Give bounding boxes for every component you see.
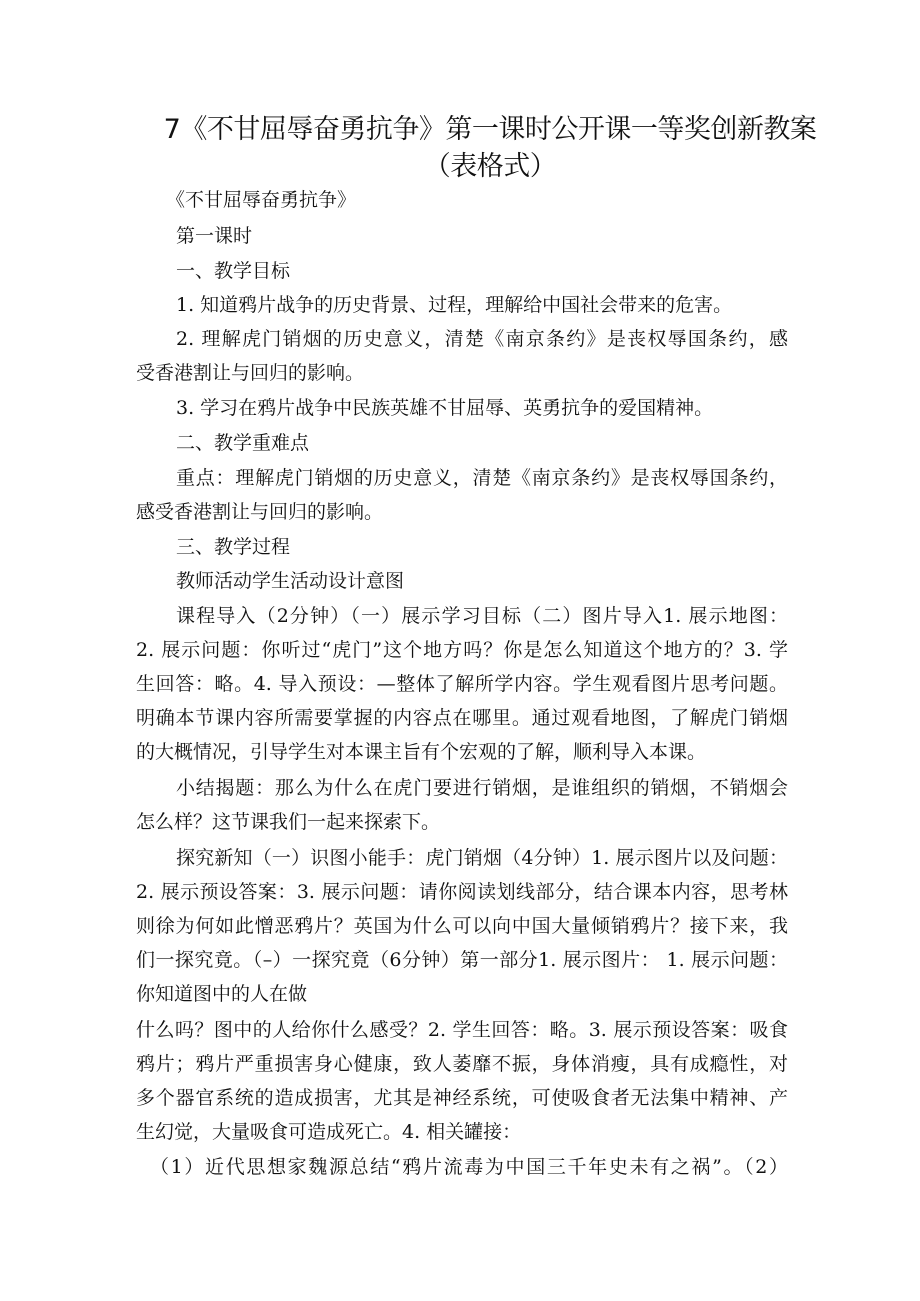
lesson-subtitle: 《不甘屈辱奋勇抗争》 <box>166 189 357 211</box>
summary-paragraph-line-1: 小结揭题：那么为什么在虎门要进行销烟，是谁组织的销烟，不销烟会 <box>176 777 788 799</box>
section-heading-process: 三、教学过程 <box>176 536 291 558</box>
key-point-line-1: 重点：理解虎门销烟的历史意义，清楚《南京条约》是丧权辱国条约， <box>176 467 788 489</box>
opium-paragraph-line-4: 生幻觉，大量吸食可造成死亡。4. 相关罐接： <box>136 1121 522 1143</box>
explore-paragraph-line-2: 2. 展示预设答案：3. 展示问题：请你阅读划线部分，结合课本内容，思考林 <box>136 881 788 903</box>
goal-item-1: 1. 知道鸦片战争的历史背景、过程，理解给中国社会带来的危害。 <box>176 294 733 316</box>
section-heading-goals: 一、教学目标 <box>176 260 291 282</box>
section-heading-key-points: 二、教学重难点 <box>176 432 310 454</box>
explore-paragraph-line-3: 则徐为何如此憎恶鸦片？英国为什么可以向中国大量倾销鸦片？接下来，我 <box>136 915 788 937</box>
quote-line: （1）近代思想家魏源总结“鸦片流毒为中国三千年史未有之祸”。（2） <box>150 1156 788 1178</box>
goal-item-2-line-2: 受香港割让与回归的影响。 <box>136 362 365 384</box>
intro-paragraph-line-5: 的大概情况，引导学生对本课主旨有个宏观的了解，顺利导入本课。 <box>136 741 707 763</box>
lesson-period: 第一课时 <box>176 225 253 247</box>
opium-paragraph-line-2: 鸦片；鸦片严重损害身心健康，致人萎靡不振，身体消瘦，具有成瘾性，对 <box>136 1053 788 1075</box>
opium-paragraph-line-1: 什么吗？图中的人给你什么感受？2. 学生回答：略。3. 展示预设答案：吸食 <box>136 1019 788 1041</box>
summary-paragraph-line-2: 怎么样？这节课我们一起来探索下。 <box>136 811 441 833</box>
opium-paragraph-line-3: 多个器官系统的造成损害，尤其是神经系统，可使吸食者无法集中精神、产 <box>136 1087 788 1109</box>
intro-paragraph-line-3: 生回答：略。4. 导入预设：—整体了解所学内容。学生观看图片思考问题。 <box>136 673 788 695</box>
explore-paragraph-line-5: 你知道图中的人在做 <box>136 983 308 1005</box>
intro-paragraph-line-2: 2. 展示问题：你听过“虎门”这个地方吗？你是怎么知道这个地方的？3. 学 <box>136 639 788 661</box>
table-header-text: 教师活动学生活动设计意图 <box>176 570 405 592</box>
key-point-line-2: 感受香港割让与回归的影响。 <box>136 501 384 523</box>
explore-paragraph-line-4: 们一探究竟。（–）一探究竟（6分钟）第一部分1. 展示图片： 1. 展示问题： <box>136 949 788 971</box>
goal-item-2-line-1: 2. 理解虎门销烟的历史意义，清楚《南京条约》是丧权辱国条约，感 <box>176 328 788 350</box>
intro-paragraph-line-4: 明确本节课内容所需要掌握的内容点在哪里。通过观看地图，了解虎门销烟 <box>136 707 788 729</box>
intro-paragraph-line-1: 课程导入（2分钟）（一）展示学习目标（二）图片导入1. 展示地图： <box>176 605 788 627</box>
explore-paragraph-line-1: 探究新知（一）识图小能手：虎门销烟（4分钟）1. 展示图片以及问题： <box>176 847 788 869</box>
document-title-line-1: 7《不甘屈辱奋勇抗争》第一课时公开课一等奖创新教案 <box>163 114 817 145</box>
document-title-line-2: （表格式） <box>423 151 557 182</box>
goal-item-3: 3. 学习在鸦片战争中民族英雄不甘屈辱、英勇抗争的爱国精神。 <box>176 397 714 419</box>
